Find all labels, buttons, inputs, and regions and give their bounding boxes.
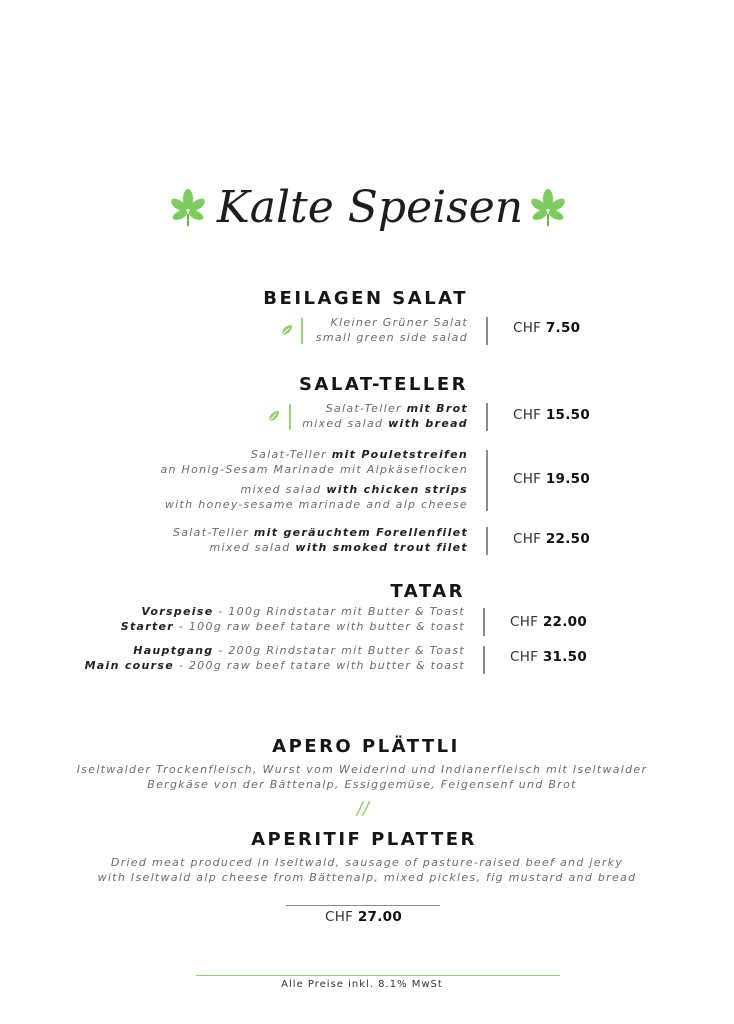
price-beilagen-salat: CHF 7.50 <box>513 320 581 336</box>
item-sub-de: an Honig-Sesam Marinade mit Alpkäseflocken <box>160 463 468 476</box>
item-line-en: small green side salad <box>315 331 468 344</box>
svg-text:Kalte Speisen: Kalte Speisen <box>216 182 524 233</box>
price-salat-teller-poulet: CHF 19.50 <box>513 471 591 487</box>
leaf-cluster-left-icon <box>168 188 208 228</box>
divider <box>486 450 488 511</box>
apero-description-en-2: with Iseltwald alp cheese from Bättenalp, mixed pickles, fig mustard and bread <box>97 871 637 884</box>
item-line-en: mixed salad with bread <box>302 417 468 430</box>
section-title-apero: APERO PLÄTTLI <box>272 736 460 757</box>
menu-item-beilagen-salat <box>316 315 468 345</box>
vegetarian-leaf-icon <box>280 323 294 337</box>
section-title-beilagen: BEILAGEN SALAT <box>263 288 468 309</box>
item-line-en: mixed salad with chicken strips <box>240 483 468 496</box>
item-line-de: Salat-Teller mit Pouletstreifen <box>250 448 468 461</box>
section-title-tatar: TATAR <box>390 581 465 602</box>
item-line-de: Salat-Teller mit geräuchtem Forellenfilet <box>172 526 468 539</box>
divider <box>486 527 488 555</box>
item-line-de: Salat-Teller mit Brot <box>325 402 468 415</box>
language-separator: // <box>356 798 370 819</box>
apero-description-en-1: Dried meat produced in Iseltwald, sausage of pasture-raised beef and jerky <box>110 856 624 869</box>
divider <box>483 608 485 636</box>
section-title-salat-teller: SALAT-TELLER <box>298 374 468 395</box>
menu-item-tatar-hauptgang <box>85 643 465 673</box>
leaf-cluster-right-icon <box>528 188 568 228</box>
menu-item-salat-teller-brot <box>302 401 468 431</box>
price-apero: CHF 27.00 <box>324 909 403 925</box>
item-line-en: mixed salad with smoked trout filet <box>209 541 468 554</box>
divider <box>483 646 485 674</box>
apero-description-de-2: Bergkäse von der Bättenalp, Essiggemüse, Feigensenf und Brot <box>147 778 577 791</box>
divider-green <box>301 318 303 344</box>
item-line-en: Main course - 200g raw beef tatare with butter & toast <box>84 659 465 672</box>
divider <box>486 403 488 431</box>
item-line-de: Kleiner Grüner Salat <box>330 316 468 329</box>
price-tatar-hauptgang: CHF 31.50 <box>510 649 588 665</box>
price-tatar-vorspeise: CHF 22.00 <box>510 614 588 630</box>
section-title-aperitif: APERITIF PLATTER <box>251 829 477 850</box>
price-rule <box>286 905 440 906</box>
footer-rule <box>196 975 560 976</box>
menu-item-tatar-vorspeise <box>121 604 465 634</box>
divider <box>486 317 488 345</box>
item-line-de: Hauptgang - 200g Rindstatar mit Butter & Toast <box>133 644 465 657</box>
item-line-de: Vorspeise - 100g Rindstatar mit Butter & Toast <box>141 605 465 618</box>
footer-note: Alle Preise inkl. 8.1% MwSt <box>281 979 443 990</box>
item-line-en: Starter - 100g raw beef tatare with butter & toast <box>120 620 465 633</box>
vegetarian-leaf-icon <box>267 409 281 423</box>
price-salat-teller-forelle: CHF 22.50 <box>513 531 591 547</box>
menu-title <box>216 160 524 260</box>
price-salat-teller-brot: CHF 15.50 <box>513 407 591 423</box>
menu-item-salat-teller-forelle <box>173 525 468 555</box>
menu-item-salat-teller-poulet <box>160 447 468 512</box>
apero-description-de-1: Iseltwalder Trockenfleisch, Wurst vom Weiderind und Indianerfleisch mit Iseltwalder <box>76 763 648 776</box>
divider-green <box>289 404 291 430</box>
item-sub-en: with honey-sesame marinade and alp cheese <box>164 498 468 511</box>
